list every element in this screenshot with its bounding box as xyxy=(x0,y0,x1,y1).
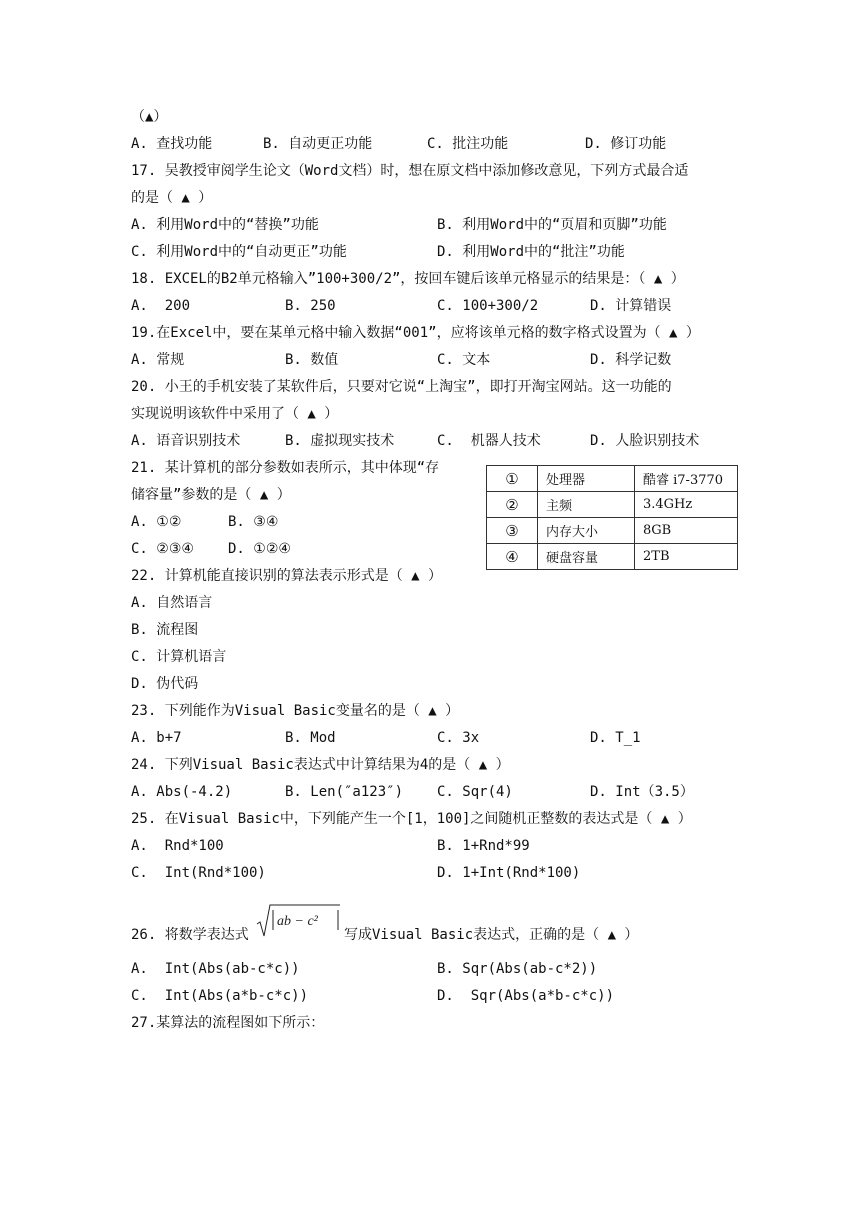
q18-option-c: C. 100+300/2 xyxy=(437,298,539,314)
q17-stem-cont: 的是（ ▲ ） xyxy=(131,190,213,206)
q23-option-c: C. 3x xyxy=(437,730,480,746)
q18-option-a: A. 200 xyxy=(131,298,191,314)
q25-option-a: A. Rnd*100 xyxy=(131,838,224,854)
q17-stem: 17. 吴教授审阅学生论文（Word文档）时，想在原文档中添加修改意见，下列方式最合适 xyxy=(131,163,689,179)
q19-option-b: B. 数值 xyxy=(285,352,339,368)
param-number: ② xyxy=(487,492,538,518)
q17-option-c: C. 利用Word中的“自动更正”功能 xyxy=(131,244,347,260)
q25-option-b: B. 1+Rnd*99 xyxy=(437,838,530,854)
q25-option-d: D. 1+Int(Rnd*100) xyxy=(437,865,581,881)
q20-option-c: C. 机器人技术 xyxy=(437,433,541,449)
q22-option-b: B. 流程图 xyxy=(131,622,199,638)
q19-option-a: A. 常规 xyxy=(131,352,185,368)
formula-text: ab − c² xyxy=(277,914,318,929)
table-row xyxy=(487,544,738,570)
computer-params-table xyxy=(486,465,738,570)
q26-option-d: D. Sqr(Abs(a*b-c*c)) xyxy=(437,988,615,1004)
q27-stem: 27.某算法的流程图如下所示： xyxy=(131,1015,325,1031)
q16-option-a: A. 查找功能 xyxy=(131,136,213,152)
param-number: ③ xyxy=(487,518,538,544)
q21-stem: 21. 某计算机的部分参数如表所示，其中体现“存 xyxy=(131,460,440,476)
q23-option-d: D. T_1 xyxy=(590,730,641,746)
sqrt-abs-formula xyxy=(256,902,342,942)
q26-stem: 26. 将数学表达式 xyxy=(131,927,249,943)
q22-stem: 22. 计算机能直接识别的算法表示形式是（ ▲ ） xyxy=(131,568,442,584)
q23-option-b: B. Mod xyxy=(285,730,336,746)
q23-stem: 23. 下列能作为Visual Basic变量名的是（ ▲ ） xyxy=(131,703,460,719)
q24-stem: 24. 下列Visual Basic表达式中计算结果为4的是（ ▲ ） xyxy=(131,757,510,773)
q25-option-c: C. Int(Rnd*100) xyxy=(131,865,266,881)
q20-stem: 20. 小王的手机安装了某软件后，只要对它说“上淘宝”，即打开淘宝网站。这一功能的 xyxy=(131,379,672,395)
q26-stem-cont: 写成Visual Basic表达式，正确的是（ ▲ ） xyxy=(344,927,639,943)
param-value: 3.4GHz xyxy=(635,492,738,518)
table-row xyxy=(487,492,738,518)
param-name: 主频 xyxy=(538,492,635,518)
q21-option-c: C. ②③④ xyxy=(131,541,194,557)
table-row xyxy=(487,518,738,544)
q17-option-b: B. 利用Word中的“页眉和页脚”功能 xyxy=(437,217,667,233)
param-number: ④ xyxy=(487,544,538,570)
q19-option-c: C. 文本 xyxy=(437,352,491,368)
param-name: 内存大小 xyxy=(538,518,635,544)
q23-option-a: A. b+7 xyxy=(131,730,182,746)
q18-stem: 18. EXCEL的B2单元格输入”100+300/2”，按回车键后该单元格显示的结果是：（ ▲ ） xyxy=(131,271,685,287)
table-row xyxy=(487,466,738,492)
q21-stem-cont: 储容量”参数的是（ ▲ ） xyxy=(131,487,291,503)
q21-option-b: B. ③④ xyxy=(228,514,279,530)
q16-option-b: B. 自动更正功能 xyxy=(263,136,373,152)
q20-option-b: B. 虚拟现实技术 xyxy=(285,433,395,449)
q22-option-d: D. 伪代码 xyxy=(131,676,199,692)
param-value: 8GB xyxy=(635,518,738,544)
param-value: 酷睿 i7-3770 xyxy=(635,466,738,492)
q20-option-a: A. 语音识别技术 xyxy=(131,433,241,449)
q17-option-a: A. 利用Word中的“替换”功能 xyxy=(131,217,319,233)
q18-option-b: B. 250 xyxy=(285,298,336,314)
param-name: 处理器 xyxy=(538,466,635,492)
q24-option-c: C. Sqr(4) xyxy=(437,784,513,800)
q17-option-d: D. 利用Word中的“批注”功能 xyxy=(437,244,625,260)
q25-stem: 25. 在Visual Basic中，下列能产生一个[1，100]之间随机正整数的表达式是（ ▲ ） xyxy=(131,811,692,827)
q26-option-c: C. Int(Abs(a*b-c*c)) xyxy=(131,988,309,1004)
q16-option-d: D. 修订功能 xyxy=(585,136,667,152)
q19-option-d: D. 科学记数 xyxy=(590,352,672,368)
param-value: 2TB xyxy=(635,544,738,570)
q26-option-b: B. Sqr(Abs(ab-c*2)) xyxy=(437,961,598,977)
q20-option-d: D. 人脸识别技术 xyxy=(590,433,700,449)
q24-option-d: D. Int（3.5） xyxy=(590,784,694,800)
q21-option-d: D. ①②④ xyxy=(228,541,291,557)
q20-stem-cont: 实现说明该软件中采用了（ ▲ ） xyxy=(131,406,339,422)
q18-option-d: D. 计算错误 xyxy=(590,298,672,314)
param-name: 硬盘容量 xyxy=(538,544,635,570)
q21-option-a: A. ①② xyxy=(131,514,182,530)
q24-option-b: B. Len(″a123″) xyxy=(285,784,404,800)
q16-option-c: C. 批注功能 xyxy=(427,136,509,152)
q26-option-a: A. Int(Abs(ab-c*c)) xyxy=(131,961,300,977)
q22-option-c: C. 计算机语言 xyxy=(131,649,227,665)
q19-stem: 19.在Excel中，要在某单元格中输入数据“001”，应将该单元格的数字格式设置为（ ▲ ） xyxy=(131,325,700,341)
q22-option-a: A. 自然语言 xyxy=(131,595,213,611)
param-number: ① xyxy=(487,466,538,492)
q24-option-a: A. Abs(-4.2) xyxy=(131,784,233,800)
q16-stem: （▲） xyxy=(131,109,168,125)
